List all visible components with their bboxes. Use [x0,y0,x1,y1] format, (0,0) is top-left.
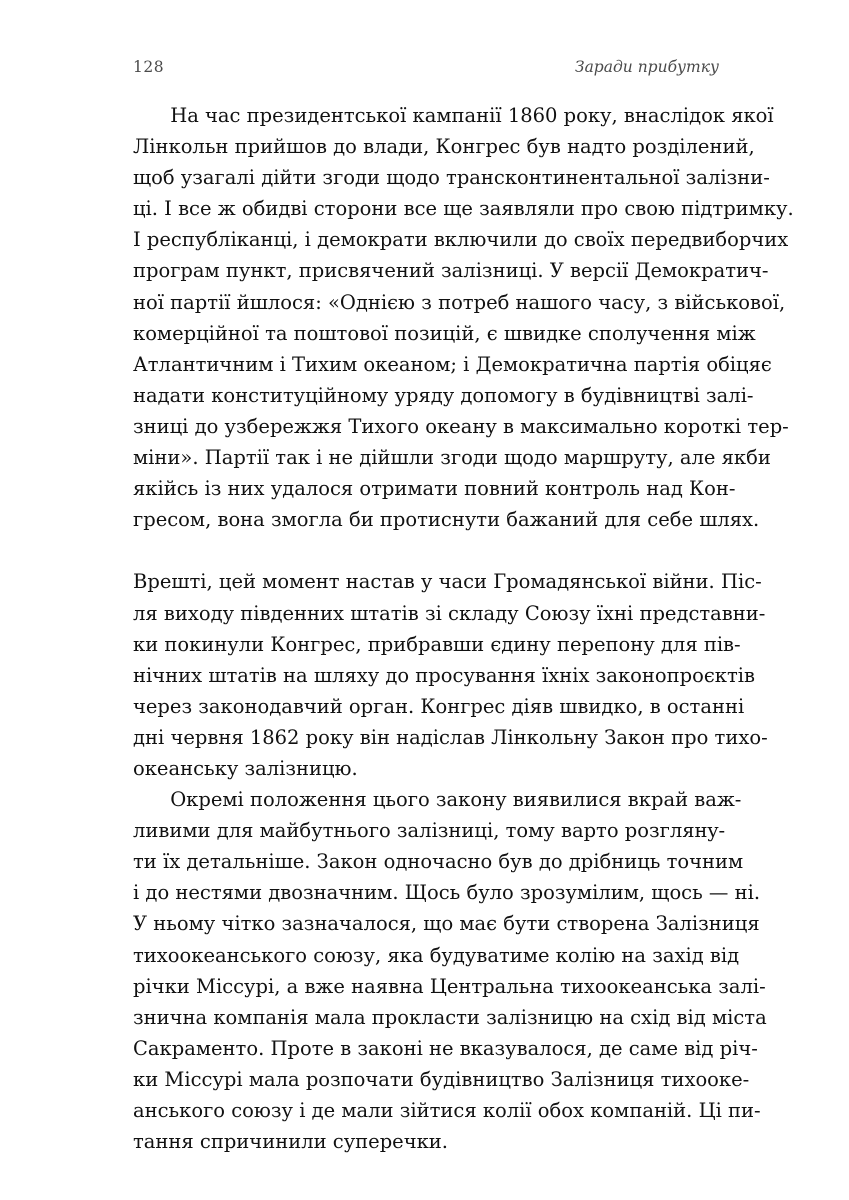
text-line: тання спричинили суперечки. [133,1130,448,1154]
text-line: Атлантичним і Тихим океаном; і Демократична партія обіцяє [133,352,772,376]
page-number: 128 [133,58,165,76]
text-line: ки покинули Конгрес, прибравши єдину перепону для пів- [133,632,741,656]
text-line: анського союзу і де мали зійтися колії обох компаній. Ці пи- [133,1099,761,1122]
text-line: програм пункт, присвячений залізниці. У версії Демократич- [133,259,769,283]
text-line: нічних штатів на шляху до просування їхніх законопроєктів [133,663,755,687]
text-line: Сакраменто. Проте в законі не вказувалося, де саме від річ- [133,1036,758,1060]
text-line: знична компанія мала прокласти залізницю на схід від міста [133,1005,767,1029]
text-line: океанську залізницю. [133,756,358,780]
text-line: Лінкольн прийшов до влади, Конгрес був надто розділений, [133,135,755,159]
text-line: ці. І все ж обидві сторони все ще заявляли про свою підтримку. [133,197,794,221]
paragraph [133,784,767,1157]
text-line: щоб узагалі дійти згоди щодо трансконтинентальної залізни- [133,166,770,190]
running-title: Заради прибутку [574,58,719,76]
text-line: І республіканці, і демократи включили до своїх передвиборчих [133,228,789,252]
text-line: ки Міссурі мала розпочати будівництво Залізниця тихооке- [133,1067,750,1091]
text-line: якійсь із них удалося отримати повний контроль над Кон- [133,477,736,501]
text-line: Окремі положення цього закону виявилися вкрай важ- [133,788,742,812]
text-line: ної партії йшлося: «Однією з потреб нашого часу, з військової, [133,290,786,314]
text-line: Врешті, цей момент настав у часи Громадянської війни. Піс- [133,570,762,594]
text-line: зниці до узбережжя Тихого океану в максимально короткі тер- [133,414,789,438]
text-line: і до нестями двозначним. Щось було зрозумілим, щось — ні. [133,881,761,905]
text-line: тихоокеанського союзу, яка будуватиме колію на захід від [133,943,740,967]
text-line: дні червня 1862 року він надіслав Лінкольну Закон про тихо- [133,725,768,749]
paragraph [133,566,768,784]
text-line: через законодавчий орган. Конгрес діяв швидко, в останні [133,694,745,718]
text-line: міни». Партії так і не дійшли згоди щодо маршруту, але якби [133,446,771,470]
text-line: ти їх детальніше. Закон одночасно був до дрібниць точним [133,850,744,874]
running-head [133,58,719,88]
text-line: У ньому чітко зазначалося, що має бути створена Залізниця [133,912,760,936]
text-line: надати конституційному уряду допомогу в будівництві залі- [133,383,754,407]
paragraph-gap [133,535,716,566]
text-line: річки Міссурі, а вже наявна Центральна тихоокеанська залі- [133,974,766,998]
text-line: ля виходу південних штатів зі складу Союзу їхні представни- [133,601,766,625]
text-line: гресом, вона змогла би протиснути бажаний для себе шлях. [133,508,760,532]
body-text [133,100,794,1157]
text-line: ливими для майбутнього залізниці, тому варто розглянy- [133,819,726,843]
text-line: комерційної та поштової позицій, є швидке сполучення між [133,321,756,345]
text-line: На час президентської кампанії 1860 року, внаслідок якої [133,104,774,127]
paragraph [133,100,794,535]
